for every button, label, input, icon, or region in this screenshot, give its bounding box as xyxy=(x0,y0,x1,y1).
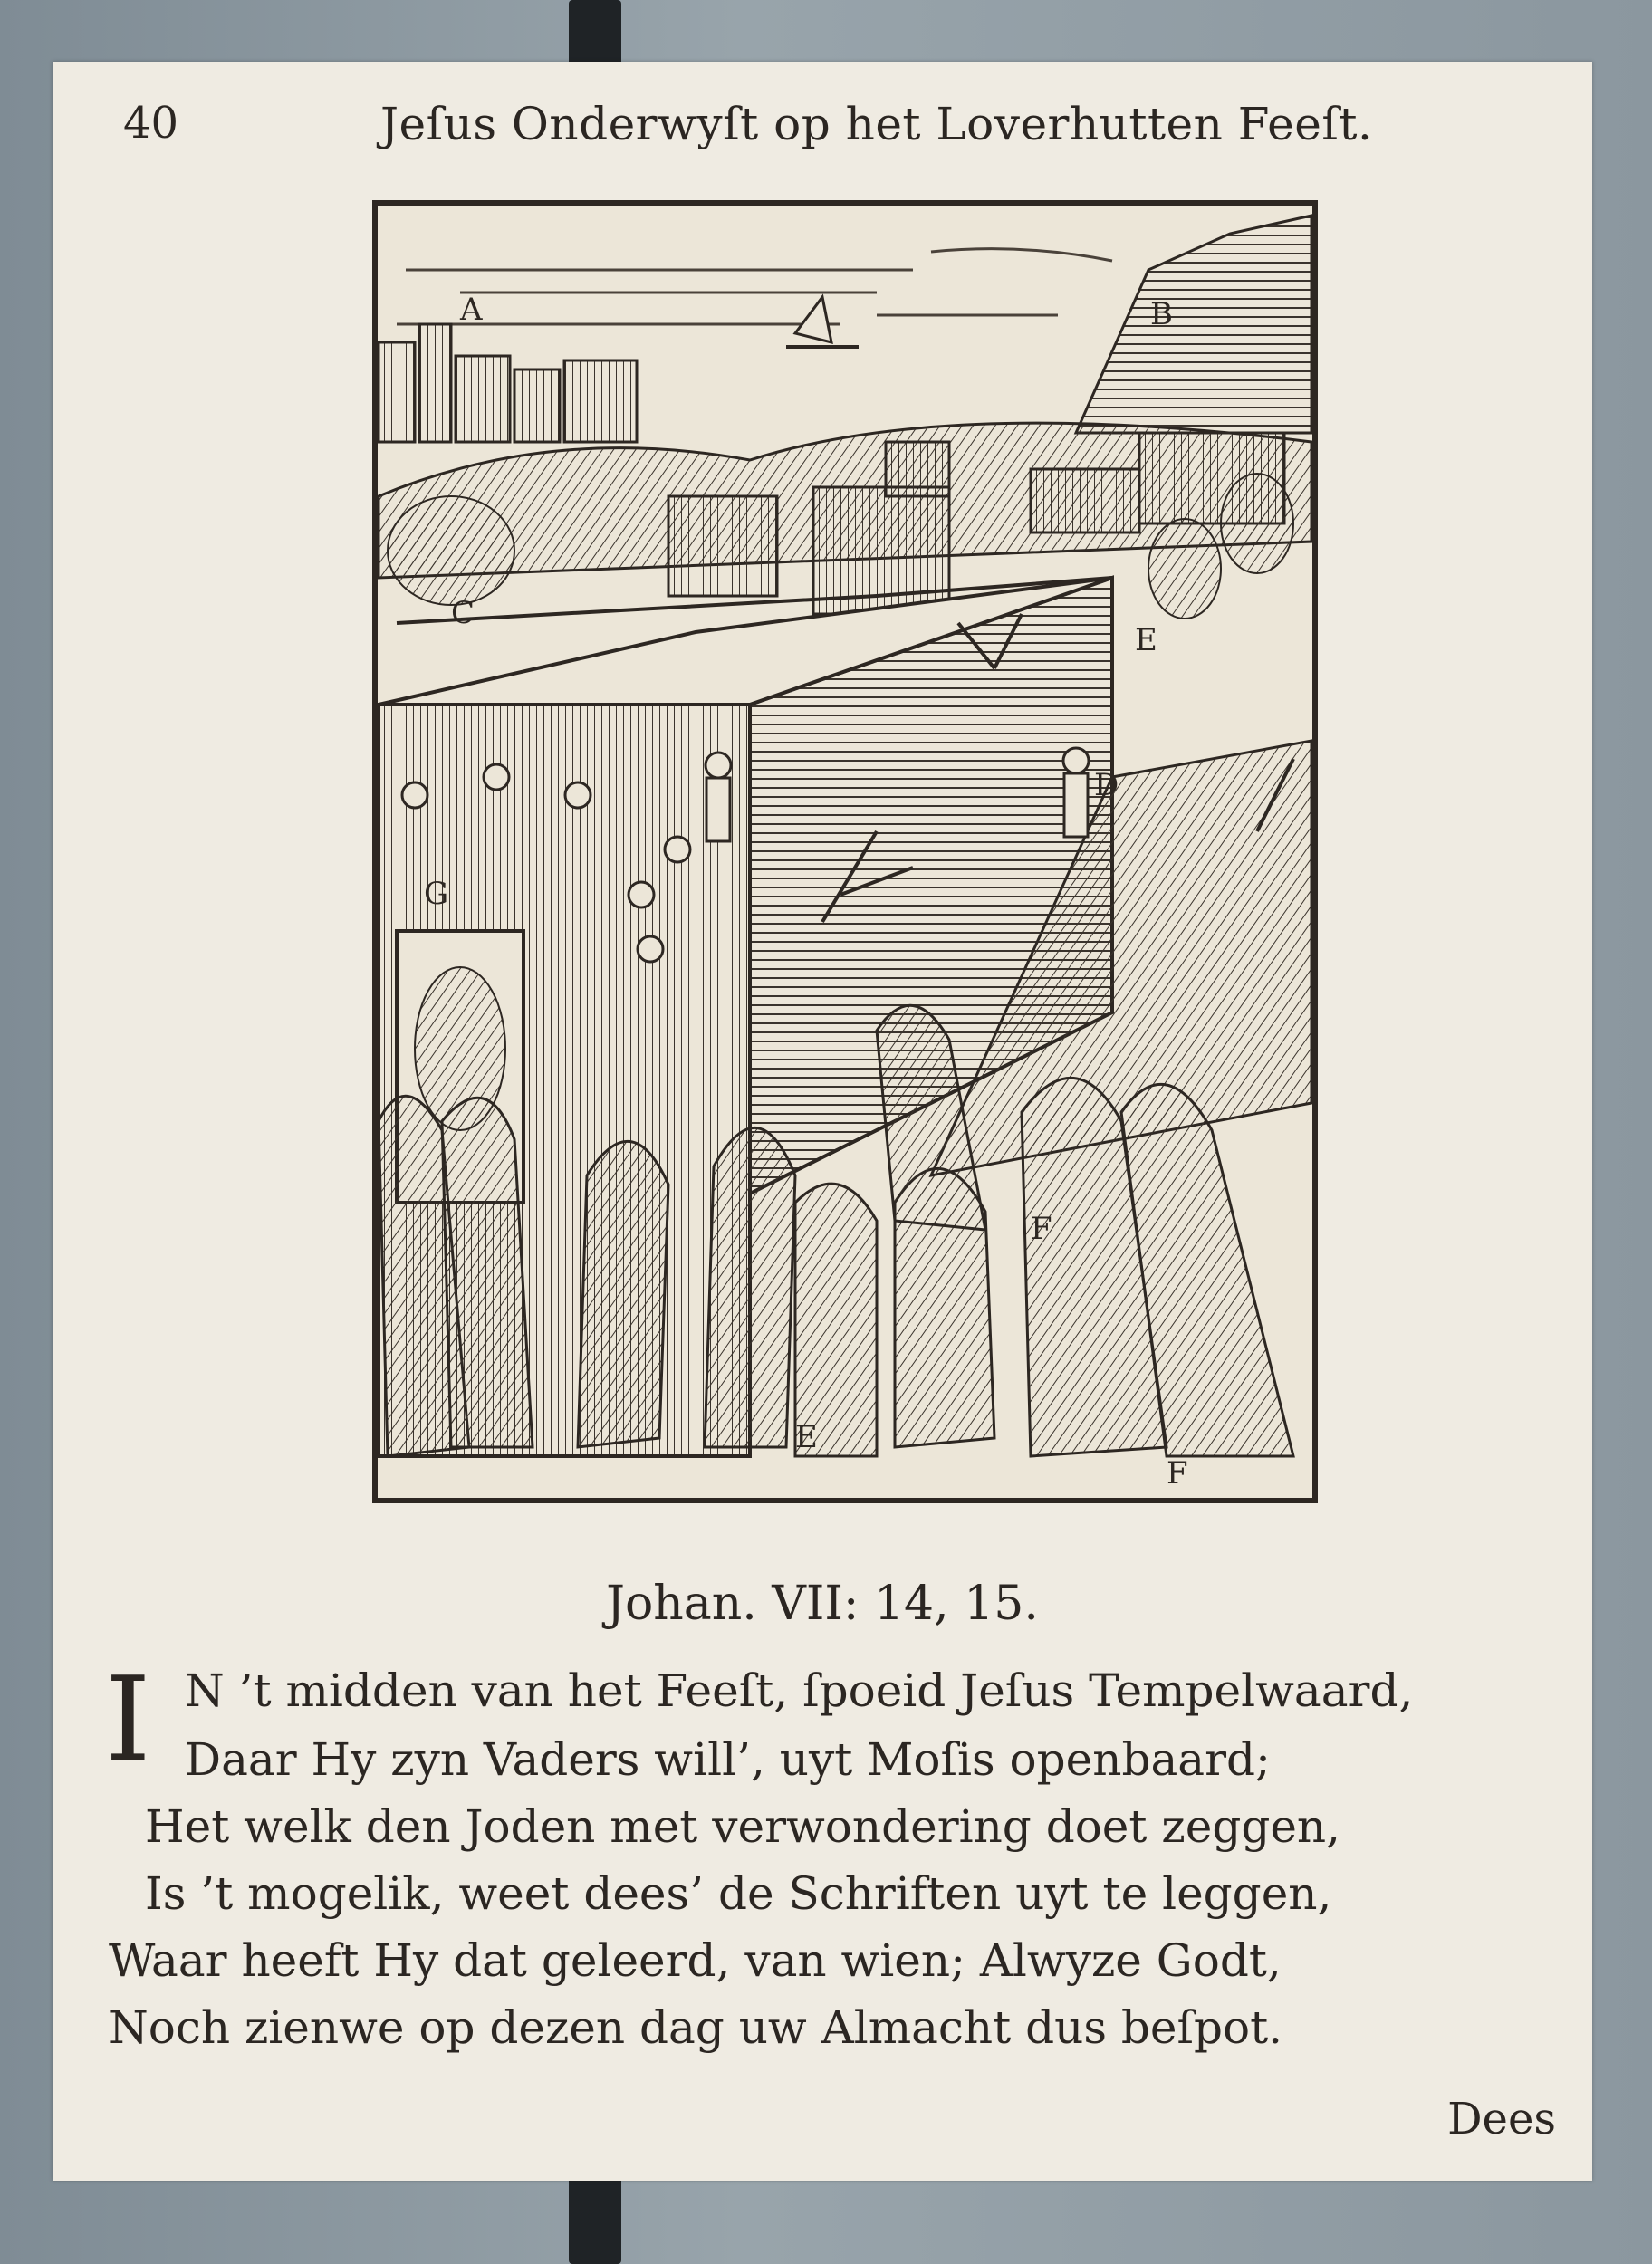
svg-text:F: F xyxy=(1031,1211,1052,1247)
poem-drop-cap: I xyxy=(105,1653,151,1788)
woodcut-illustration xyxy=(370,197,1321,1506)
svg-text:A: A xyxy=(460,292,483,328)
page-number: 40 xyxy=(123,98,179,149)
scripture-reference: Johan. VII: 14, 15. xyxy=(606,1577,1039,1631)
poem-line: Daar Hy zyn Vaders will’, uyt Moſis openbaard; xyxy=(185,1733,1271,1786)
binding-clip-top xyxy=(569,0,621,67)
poem-line: Het welk den Joden met verwondering doet zeggen, xyxy=(145,1800,1341,1853)
catchword: Dees xyxy=(1447,2094,1556,2144)
running-title: Jeſus Onderwyſt op het Loverhutten Feeſt. xyxy=(380,98,1373,150)
poem-line: N ’t midden van het Feeſt, ſpoeid Jeſus Tempelwaard, xyxy=(185,1664,1414,1717)
svg-text:E: E xyxy=(795,1419,818,1455)
svg-text:E: E xyxy=(1135,622,1157,658)
svg-text:D: D xyxy=(1094,767,1119,803)
book-page xyxy=(53,62,1592,2181)
binding-clip-bottom xyxy=(569,2177,621,2264)
svg-text:C: C xyxy=(451,595,475,631)
poem-line: Noch zienwe op dezen dag uw Almacht dus beſpot. xyxy=(109,2001,1283,2054)
svg-text:B: B xyxy=(1150,296,1173,332)
poem-line: Waar heeft Hy dat geleerd, van wien; Alwyze Godt, xyxy=(109,1934,1282,1987)
poem-line: Is ’t mogelik, weet dees’ de Schriften uyt te leggen, xyxy=(145,1867,1332,1920)
svg-text:F: F xyxy=(1167,1455,1188,1492)
svg-text:G: G xyxy=(424,876,449,912)
